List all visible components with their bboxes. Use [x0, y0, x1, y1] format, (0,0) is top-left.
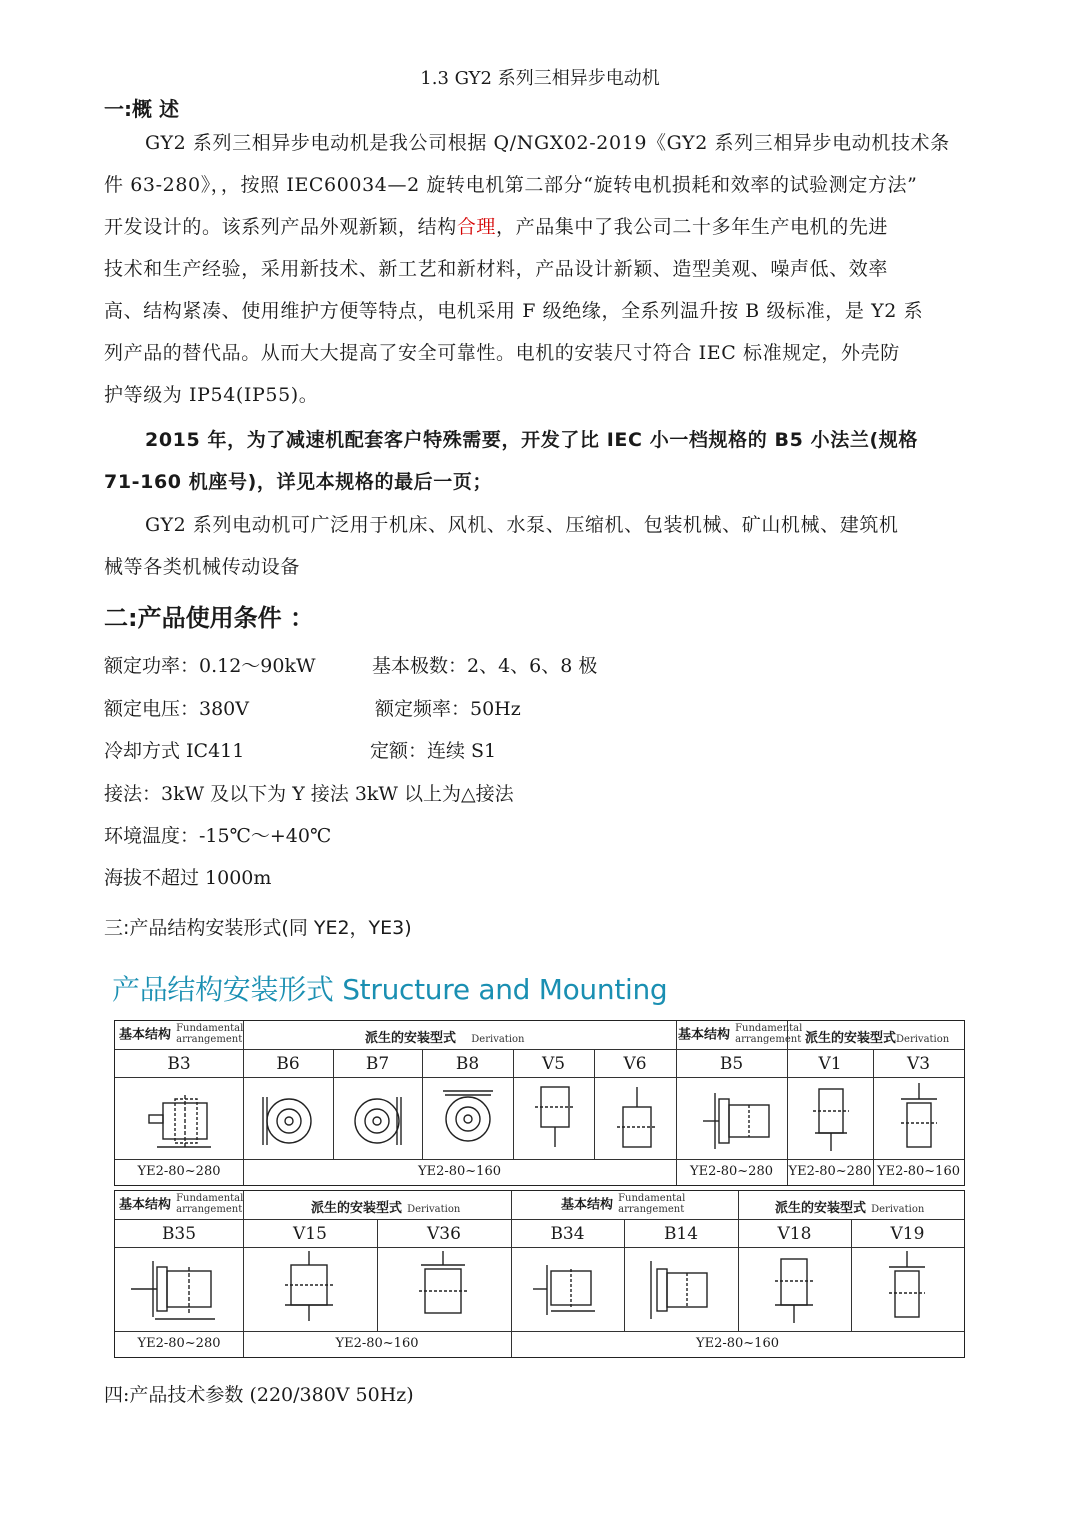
mount-code: B35	[161, 1224, 197, 1244]
derivation-header-4: 派生的安装型式 Derivation	[775, 1201, 925, 1216]
basic-header-3: 基本结构 Fundamental arrangement	[119, 1193, 244, 1215]
size-range: YE2-80~280	[690, 1164, 773, 1179]
mount-code: V15	[293, 1224, 327, 1244]
mount-code: V18	[777, 1224, 812, 1244]
b14-motor-icon	[651, 1261, 707, 1319]
size-range: YE2-80~280	[137, 1336, 221, 1351]
section-4-heading: 四:产品技术参数 (220/380V 50Hz)	[104, 1384, 414, 1406]
v18-motor-icon	[775, 1259, 813, 1323]
b5-note-line-1: 2015 年，为了减速机配套客户特殊需要，开发了比 IEC 小一档规格的 B5 小法兰(规格	[145, 429, 918, 451]
v19-motor-icon	[889, 1251, 925, 1317]
v6-motor-icon	[617, 1087, 657, 1147]
condition-connection: 接法：3kW 及以下为 Y 接法 3kW 以上为△接法	[104, 783, 514, 805]
mount-code: V6	[623, 1054, 647, 1074]
figure-title: 产品结构安装形式 Structure and Mounting	[112, 973, 668, 1006]
mounting-drawings-row-2	[115, 1247, 964, 1331]
application-line-1: GY2 系列电动机可广泛用于机床、风机、水泵、压缩机、包装机械、矿山机械、建筑机	[145, 514, 899, 536]
mounting-table-2	[114, 1190, 965, 1358]
size-range: YE2-80~280	[788, 1164, 872, 1179]
size-range: YE2-80~160	[877, 1164, 960, 1179]
overview-line-4: 技术和生产经验，采用新技术、新工艺和新材料，产品设计新颖、造型美观、噪声低、效率	[104, 258, 889, 280]
overview-line-3b: ，产品集中了我公司二十多年生产电机的先进	[496, 216, 889, 238]
derivation-header-2: 派生的安装型式Derivation	[805, 1031, 950, 1046]
section-1-heading: 一:概 述	[104, 97, 179, 121]
mount-code: V19	[890, 1224, 925, 1244]
condition-voltage: 额定电压：380V	[104, 698, 249, 720]
basic-header-4: 基本结构 Fundamental arrangement	[561, 1193, 686, 1215]
mount-code: B14	[663, 1224, 699, 1244]
overview-line-3	[104, 212, 888, 239]
mount-code: B34	[550, 1224, 585, 1244]
mount-code: B6	[276, 1054, 300, 1074]
v5-motor-icon	[535, 1087, 575, 1147]
mount-code: B5	[719, 1054, 744, 1074]
size-range: YE2-80~280	[137, 1164, 221, 1179]
condition-cooling: 冷却方式 IC411	[104, 740, 245, 762]
condition-power: 额定功率：0.12～90kW	[104, 655, 316, 677]
condition-temperature: 环境温度：-15℃～+40℃	[104, 825, 332, 847]
b6-motor-icon	[263, 1097, 311, 1145]
v3-motor-icon	[901, 1083, 937, 1147]
b3-motor-icon	[149, 1095, 211, 1149]
condition-poles: 基本极数：2、4、6、8 极	[372, 655, 598, 677]
condition-duty: 定额：连续 S1	[370, 740, 497, 762]
v15-motor-icon	[285, 1251, 333, 1321]
derivation-header-1: 派生的安装型式 Derivation	[365, 1031, 525, 1046]
overview-line-1: GY2 系列三相异步电动机是我公司根据 Q/NGX02-2019《GY2 系列三相异步电动机技术条	[145, 132, 950, 154]
overview-line-2: 件 63-280》，，按照 IEC60034—2 旋转电机第二部分“旋转电机损耗和效率的试验测定方法”	[104, 174, 918, 196]
size-range: YE2-80~160	[696, 1336, 779, 1351]
mount-code: B3	[167, 1054, 191, 1074]
b8-motor-icon	[443, 1091, 493, 1141]
condition-altitude: 海拔不超过 1000m	[104, 867, 272, 889]
section-3-heading: 三:产品结构安装形式(同 YE2，YE3)	[104, 917, 412, 939]
b5-note-line-2: 71-160 机座号)，详见本规格的最后一页；	[104, 471, 493, 493]
derivation-header-3: 派生的安装型式 Derivation	[311, 1201, 461, 1216]
mount-code: B8	[455, 1054, 480, 1074]
b35-motor-icon	[131, 1261, 215, 1319]
mounting-table-1	[114, 1020, 965, 1186]
document-title: 1.3 GY2 系列三相异步电动机	[420, 68, 660, 89]
v1-motor-icon	[813, 1089, 849, 1151]
overview-line-5: 高、结构紧凑、使用维护方便等特点，电机采用 F 级绝缘，全系列温升按 B 级标准，是 Y2 系	[104, 300, 924, 322]
basic-header-1: 基本结构 Fundamental arrangement	[119, 1023, 244, 1045]
mount-code: V5	[541, 1054, 566, 1074]
v36-motor-icon	[419, 1251, 467, 1313]
overview-line-7: 护等级为 IP54(IP55)。	[104, 384, 319, 406]
mount-code: V36	[427, 1224, 461, 1244]
overview-line-3a: 开发设计的。该系列产品外观新颖，结构	[104, 216, 457, 238]
size-range: YE2-80~160	[335, 1336, 419, 1351]
size-range: YE2-80~160	[418, 1164, 501, 1179]
mount-code: V1	[818, 1054, 842, 1074]
application-line-2: 械等各类机械传动设备	[104, 556, 301, 578]
b7-motor-icon	[355, 1097, 401, 1145]
b5-motor-icon	[703, 1093, 769, 1149]
b34-motor-icon	[533, 1265, 595, 1315]
condition-frequency: 额定频率：50Hz	[375, 698, 521, 720]
basic-header-2: 基本结构 Fundamental arrangement	[678, 1023, 803, 1045]
mount-code: V3	[906, 1054, 931, 1074]
mount-code: B7	[365, 1054, 390, 1074]
mounting-drawings-row-1	[115, 1077, 964, 1159]
section-2-heading: 二:产品使用条件 ：	[104, 604, 314, 632]
overview-line-6: 列产品的替代品。从而大大提高了安全可靠性。电机的安装尺寸符合 IEC 标准规定，外壳防	[104, 342, 900, 364]
highlighted-word: 合理	[456, 216, 497, 238]
